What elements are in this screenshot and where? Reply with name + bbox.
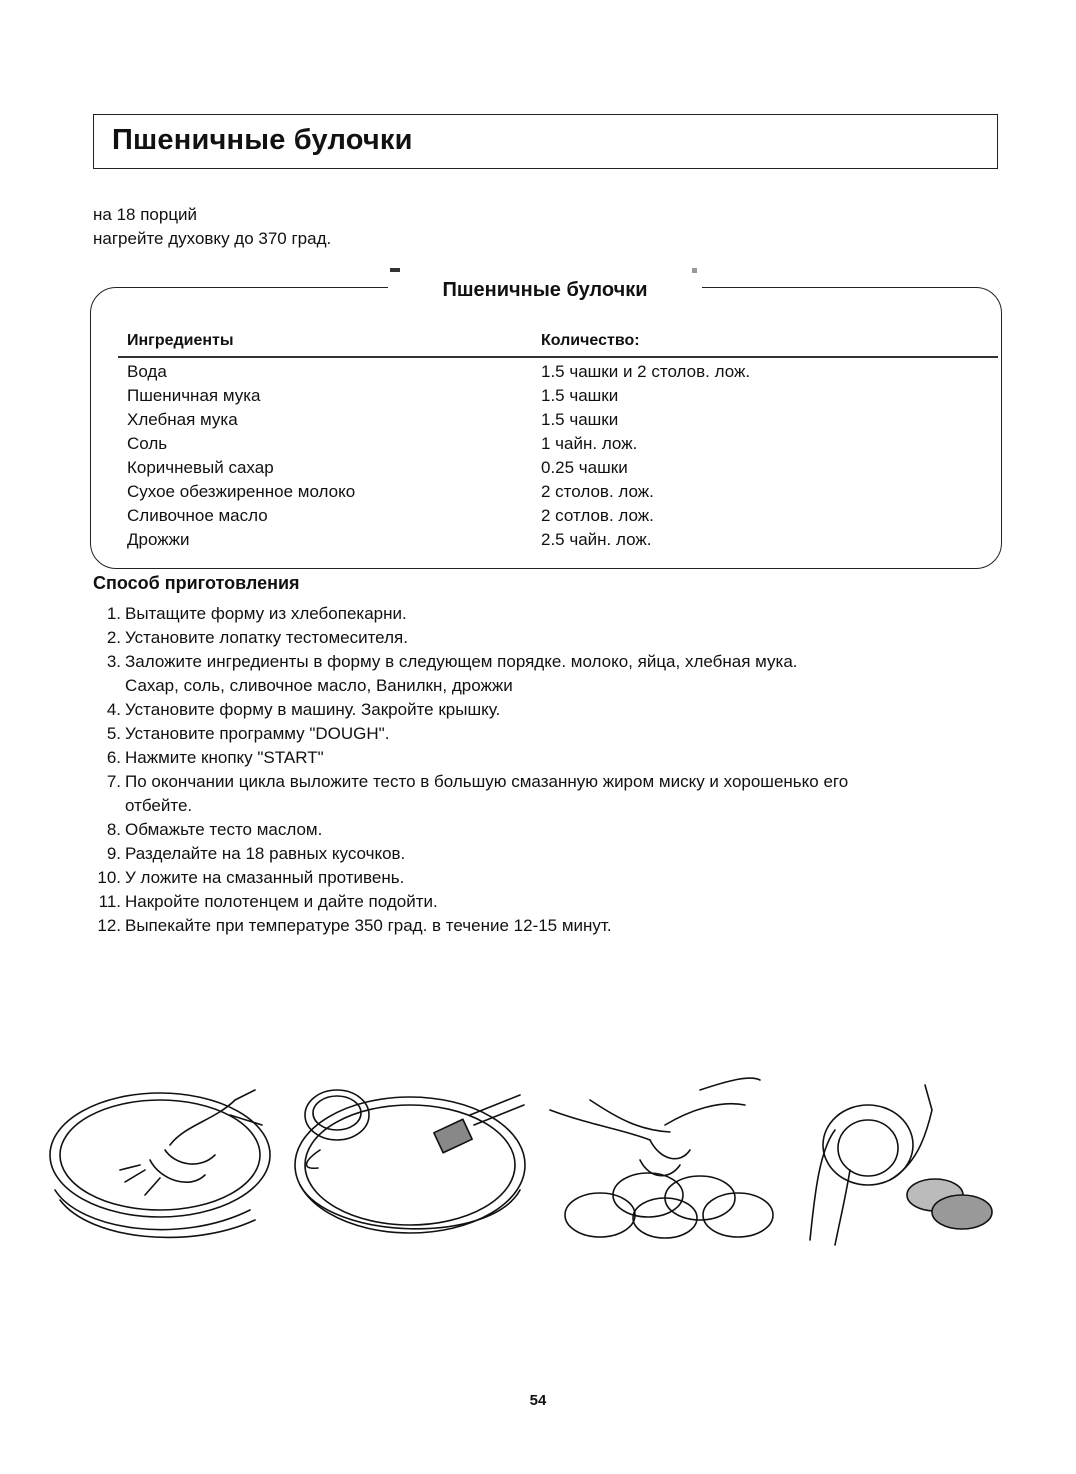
step-number: 12. [97, 916, 121, 935]
step-number: 4. [106, 700, 121, 719]
step-text: Нажмите кнопку "START" [125, 748, 324, 767]
servings-text: на 18 порций [93, 205, 198, 224]
step-text: Установите форму в машину. Закройте крышку. [125, 700, 501, 719]
ingredients-list [0, 360, 1076, 552]
step-number: 7. [106, 772, 121, 791]
table-row [0, 408, 1076, 432]
table-row [0, 360, 1076, 384]
step-text: Установите программу "DOUGH". [125, 724, 390, 743]
ingredient-quantity: 1 чайн. лож. [541, 434, 638, 453]
method-steps [93, 602, 1023, 938]
buttering-bowl-illustration [295, 1090, 525, 1233]
table-row [0, 480, 1076, 504]
ingredient-name: Пшеничная мука [127, 386, 261, 405]
method-step [93, 602, 1023, 626]
step-number: 5. [106, 724, 121, 743]
method-step [93, 890, 1023, 914]
rolling-bun-illustration [810, 1085, 992, 1245]
step-number: 11. [98, 892, 121, 911]
method-step [93, 866, 1023, 890]
column-header-quantity: Количество: [541, 332, 640, 349]
method-step [93, 914, 1023, 938]
table-heading: Пшеничные булочки [388, 277, 702, 303]
step-number: 8. [106, 820, 121, 839]
intro [93, 203, 331, 251]
method-step [93, 842, 1023, 866]
step-number: 10. [97, 868, 121, 887]
step-number: 3. [106, 652, 121, 671]
ingredient-quantity: 2 столов. лож. [541, 482, 654, 501]
table-row [0, 456, 1076, 480]
step-number: 6. [106, 748, 121, 767]
ingredient-name: Сливочное масло [127, 506, 268, 525]
step-text: Вытащите форму из хлебопекарни. [125, 604, 407, 623]
ingredient-quantity: 1.5 чашки [541, 386, 619, 405]
table-row [0, 432, 1076, 456]
header-divider [118, 356, 998, 358]
page-title: Пшеничные булочки [112, 124, 413, 156]
scan-mark [390, 268, 400, 272]
shaping-buns-illustration [550, 1078, 773, 1238]
method-step [93, 722, 1023, 746]
ingredient-name: Вода [127, 362, 167, 381]
column-header-ingredients: Ингредиенты [127, 332, 234, 349]
ingredient-name: Хлебная мука [127, 410, 238, 429]
step-text: У ложите на смазанный противень. [125, 868, 405, 887]
ingredient-quantity: 0.25 чашки [541, 458, 628, 477]
illustration-strip [0, 1070, 1076, 1250]
step-text: Обмажьте тесто маслом. [125, 820, 323, 839]
table-row [0, 528, 1076, 552]
method-step [93, 746, 1023, 770]
table-row [0, 504, 1076, 528]
method-step [93, 770, 1023, 818]
step-text: Установите лопатку тестомесителя. [125, 628, 408, 647]
table-row [0, 384, 1076, 408]
step-text: Разделайте на 18 равных кусочков. [125, 844, 406, 863]
step-text: Выпекайте при температуре 350 град. в течение 12-15 минут. [125, 916, 612, 935]
step-number: 2. [106, 628, 121, 647]
step-number: 1. [106, 604, 121, 623]
method-step [93, 626, 1023, 650]
title-box [93, 114, 998, 169]
step-text: отбейте. [125, 796, 193, 815]
method-step [93, 698, 1023, 722]
ingredient-quantity: 2 сотлов. лож. [541, 506, 654, 525]
preheat-text: нагрейте духовку до 370 град. [93, 229, 332, 248]
ingredient-quantity: 1.5 чашки [541, 410, 619, 429]
kneading-bowl-illustration [50, 1090, 270, 1237]
step-text: По окончании цикла выложите тесто в большую смазанную жиром миску и хорошенько его [125, 772, 849, 791]
ingredient-name: Соль [127, 434, 168, 453]
method-step [93, 818, 1023, 842]
step-text: Сахар, соль, сливочное масло, Ванилкн, дрожжи [125, 676, 513, 695]
step-number: 9. [106, 844, 121, 863]
ingredient-name: Коричневый сахар [127, 458, 274, 477]
method-step [93, 650, 1023, 698]
page-number: 54 [529, 1392, 547, 1409]
ingredient-name: Дрожжи [127, 530, 190, 549]
ingredient-quantity: 1.5 чашки и 2 столов. лож. [541, 362, 751, 381]
scan-mark [692, 268, 697, 273]
step-text: Накройте полотенцем и дайте подойти. [125, 892, 438, 911]
ingredient-quantity: 2.5 чайн. лож. [541, 530, 652, 549]
method-title: Способ приготовления [93, 573, 300, 593]
step-text: Заложите ингредиенты в форму в следующем порядке. молоко, яйца, хлебная мука. [125, 652, 798, 671]
ingredient-name: Сухое обезжиренное молоко [127, 482, 356, 501]
